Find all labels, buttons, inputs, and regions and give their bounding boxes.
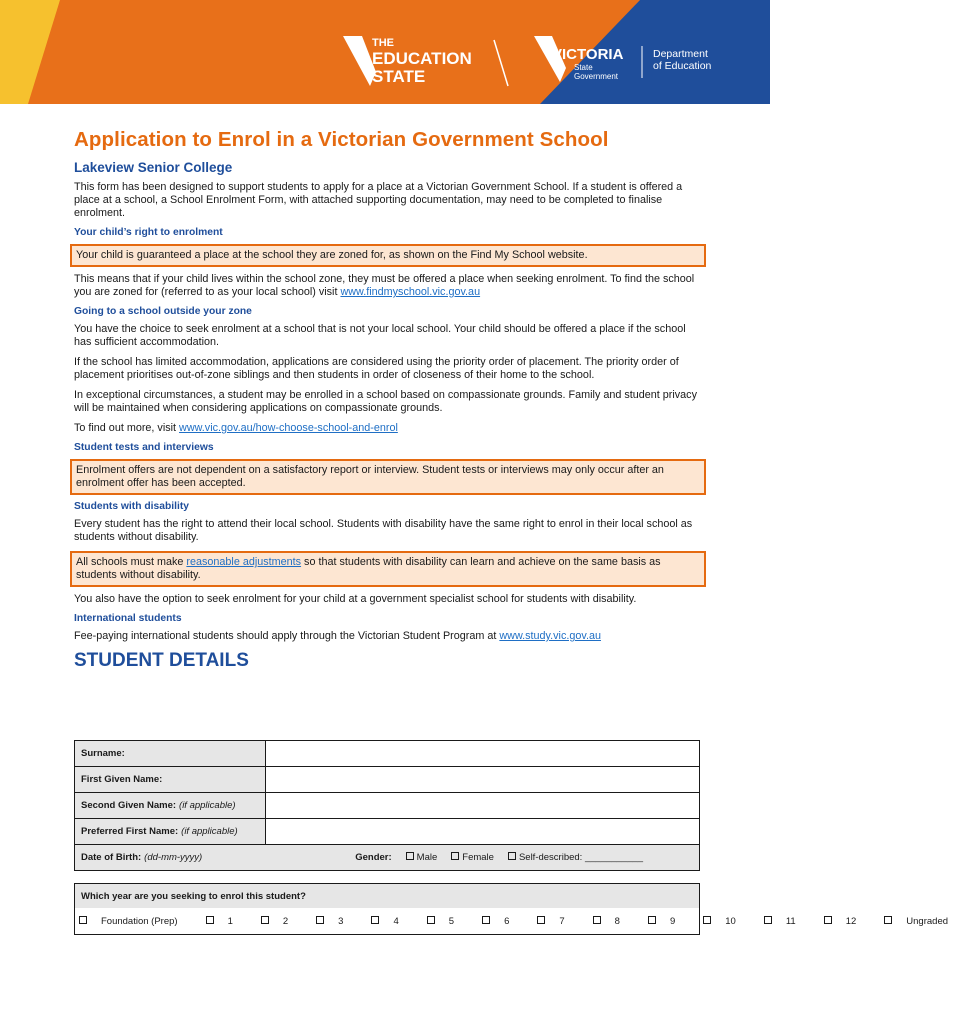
checkbox-icon [206,916,214,924]
paragraph-zone: This means that if your child lives within the school zone, they must be offered a place when seeking enrolment. To find the school you are zoned for (referred to as your local school) visit www.findmyschool.vic.gov.au [74,273,695,298]
section-heading-right: Your child’s right to enrolment [74,227,223,238]
gender-option-female[interactable]: Female [451,852,494,863]
gender-option-self-described[interactable]: Self-described: ___________ [508,852,643,863]
checkbox-icon [703,916,711,924]
document-body [74,128,702,678]
section-heading-outside: Going to a school outside your zone [74,306,252,317]
checkbox-icon [508,852,516,860]
paragraph-disability-2: You also have the option to seek enrolment for your child at a government specialist school for students with disability. [74,593,637,605]
year-level-form [74,883,949,935]
year-option-6[interactable]: 6 [482,916,523,927]
checkbox-icon [482,916,490,924]
checkbox-icon [648,916,656,924]
year-option-9[interactable]: 9 [648,916,689,927]
year-option-11[interactable]: 11 [764,916,810,927]
page-title: Application to Enrol in a Victorian Government School [74,128,609,151]
preferred-name-label: Preferred First Name: (if applicable) [75,819,266,844]
paragraph-disability-1: Every student has the right to attend their local school. Students with disability have the same right to enrol in their local school as students without disability. [74,518,693,543]
checkbox-icon [451,852,459,860]
year-option-4[interactable]: 4 [371,916,412,927]
paragraph-outside-2: If the school has limited accommodation, applications are considered using the priority order of placement. The priority order of placement prioritises out-of-zone siblings and then students in order of closeness of their home to the school. [74,356,679,381]
surname-field[interactable] [266,741,699,766]
checkbox-icon [537,916,545,924]
second-given-name-label: Second Given Name: (if applicable) [75,793,266,818]
paragraph-outside-3: In exceptional circumstances, a student may be enrolled in a school based on compassionate grounds. Family and student privacy will be maintained when considering applications on compassionate grounds. [74,389,697,414]
dob-gender-cell [75,845,699,870]
first-given-name-field[interactable] [266,767,699,792]
second-given-name-row [75,793,699,819]
section-heading-tests: Student tests and interviews [74,442,214,453]
year-option-8[interactable]: 8 [593,916,634,927]
dob-format-note: (dd-mm-yyyy) [144,852,203,863]
checkbox-icon [884,916,892,924]
checkbox-icon [764,916,772,924]
year-option-7[interactable]: 7 [537,916,578,927]
first-given-name-row [75,767,699,793]
study-vic-link[interactable]: www.study.vic.gov.au [499,630,601,642]
checkbox-icon [593,916,601,924]
surname-row [75,741,699,767]
student-details-heading: STUDENT DETAILS [74,650,249,671]
checkbox-icon [79,916,87,924]
surname-label: Surname: [75,741,266,766]
callout-tests: Enrolment offers are not dependent on a satisfactory report or interview. Student tests or interviews may only occur after an enrolment offer has been accepted. [70,459,706,495]
year-option-ungraded[interactable]: Ungraded [884,916,962,927]
checkbox-icon [371,916,379,924]
header-banner [0,0,770,104]
paragraph-outside-1: You have the choice to seek enrolment at a school that is not your local school. Your child should be offered a place if the school has sufficient accommodation. [74,323,686,348]
callout-adjustments: All schools must make reasonable adjustments so that students with disability can learn and achieve on the same basis as students without disability. [70,551,706,587]
year-option-1[interactable]: 1 [206,916,247,927]
callout-zone-guarantee: Your child is guaranteed a place at the school they are zoned for, as shown on the Find My School website. [70,244,706,267]
year-option-10[interactable]: 10 [703,916,750,927]
year-question: Which year are you seeking to enrol this student? [75,884,699,908]
year-option-5[interactable]: 5 [427,916,468,927]
checkbox-icon [316,916,324,924]
education-state-logo: THE EDUCATION STATE [372,37,472,86]
findmyschool-link[interactable]: www.findmyschool.vic.gov.au [340,286,481,298]
section-heading-disability: Students with disability [74,501,189,512]
paragraph-international: Fee-paying international students should apply through the Victorian Student Program at www.study.vic.gov.au [74,630,601,642]
victoria-logo: VICTORIA State Government [552,46,624,81]
year-option-foundation[interactable]: Foundation (Prep) [79,916,192,927]
preferred-name-row [75,819,699,845]
intro-paragraph: This form has been designed to support students to apply for a place at a Victorian Government School. If a student is offered a place at a school, a School Enrolment Form, with attached supporting documentation, may need to be completed to finalise enrolment. [74,181,683,219]
gender-label: Gender: [355,852,392,863]
checkbox-icon [824,916,832,924]
preferred-name-field[interactable] [266,819,699,844]
choose-school-link[interactable]: www.vic.gov.au/how-choose-school-and-enrol [179,422,398,434]
school-name: Lakeview Senior College [74,160,233,175]
year-options [75,908,949,934]
gender-option-male[interactable]: Male [406,852,438,863]
checkbox-icon [261,916,269,924]
second-given-name-field[interactable] [266,793,699,818]
dob-label: Date of Birth: [81,852,142,863]
reasonable-adjustments-link[interactable]: reasonable adjustments [186,556,302,568]
checkbox-icon [427,916,435,924]
year-option-12[interactable]: 12 [824,916,871,927]
first-given-name-label: First Given Name: [75,767,266,792]
section-heading-international: International students [74,613,182,624]
year-option-3[interactable]: 3 [316,916,357,927]
department-label: Department of Education [653,48,712,72]
dob-gender-row [75,845,699,870]
paragraph-outside-4: To find out more, visit www.vic.gov.au/how-choose-school-and-enrol [74,422,398,434]
student-details-form [74,740,700,871]
year-option-2[interactable]: 2 [261,916,302,927]
checkbox-icon [406,852,414,860]
